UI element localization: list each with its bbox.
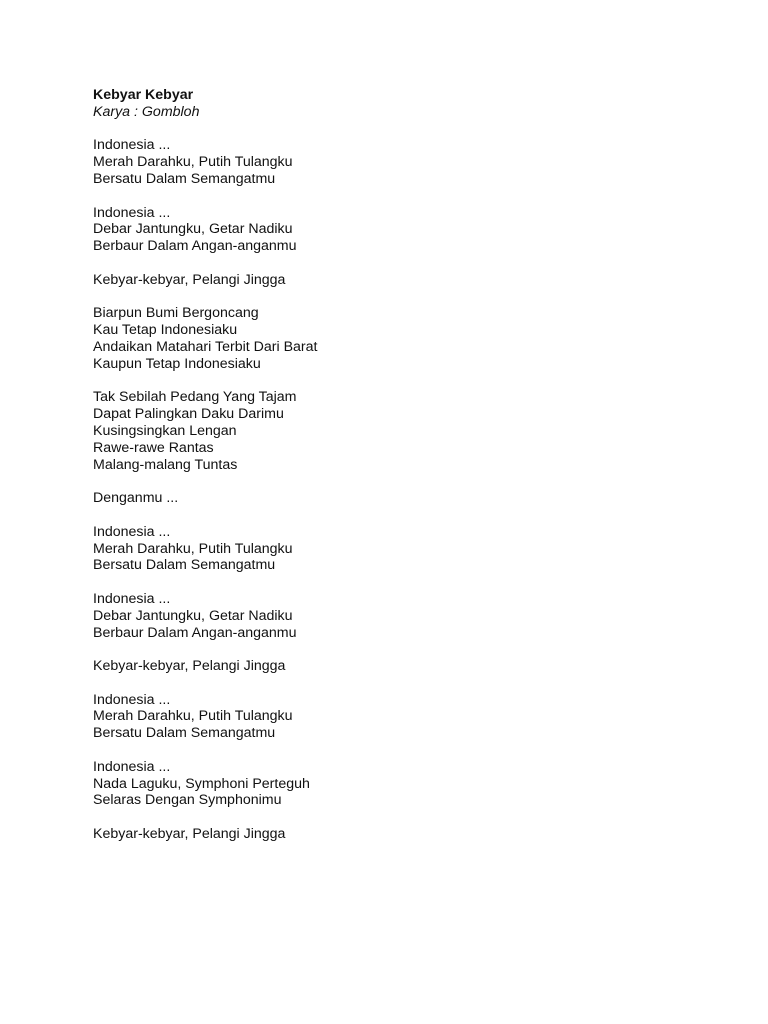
lyric-line: Indonesia ... (93, 204, 171, 221)
lyric-line: Berbaur Dalam Angan-anganmu (93, 238, 297, 255)
lyric-line: Debar Jantungku, Getar Nadiku (93, 221, 293, 238)
stanza-spacer (93, 121, 317, 138)
song-title: Kebyar Kebyar (93, 87, 194, 103)
lyric-line: Bersatu Dalam Semangatmu (93, 725, 276, 742)
stanza-spacer (93, 473, 317, 490)
lyric-line: Berbaur Dalam Angan-anganmu (93, 624, 297, 641)
lyric-line: Malang-malang Tuntas (93, 456, 238, 473)
stanza (93, 826, 317, 843)
lyric-line: Rawe-rawe Rantas (93, 439, 214, 456)
lyric-line: Kusingsingkan Lengan (93, 422, 237, 439)
stanza (93, 305, 317, 372)
stanza (93, 591, 317, 641)
stanza-spacer (93, 373, 317, 390)
song-lyrics-document (93, 87, 317, 843)
lyric-line: Tak Sebilah Pedang Yang Tajam (93, 389, 297, 406)
lyric-line: Indonesia ... (93, 523, 171, 540)
stanza-spacer (93, 289, 317, 306)
lyric-line: Bersatu Dalam Semangatmu (93, 557, 276, 574)
stanza-spacer (93, 507, 317, 524)
lyric-line: Merah Darahku, Putih Tulangku (93, 154, 293, 171)
lyric-line: Biarpun Bumi Bergoncang (93, 305, 259, 322)
lyric-line: Merah Darahku, Putih Tulangku (93, 708, 293, 725)
lyric-line: Andaikan Matahari Terbit Dari Barat (93, 338, 318, 355)
stanza-spacer (93, 255, 317, 272)
stanza-spacer (93, 574, 317, 591)
stanza (93, 137, 317, 187)
lyrics-body (93, 121, 317, 843)
stanza-spacer (93, 809, 317, 826)
stanza (93, 759, 317, 809)
stanza (93, 692, 317, 742)
lyric-line: Indonesia ... (93, 590, 171, 607)
stanza-spacer (93, 188, 317, 205)
stanza-spacer (93, 641, 317, 658)
stanza-spacer (93, 742, 317, 759)
lyric-line: Merah Darahku, Putih Tulangku (93, 540, 293, 557)
lyric-line: Indonesia ... (93, 691, 171, 708)
lyric-line: Debar Jantungku, Getar Nadiku (93, 607, 293, 624)
lyric-line: Indonesia ... (93, 137, 171, 154)
lyric-line: Bersatu Dalam Semangatmu (93, 170, 276, 187)
song-author: Karya : Gombloh (93, 103, 200, 120)
lyric-line: Dapat Palingkan Daku Darimu (93, 406, 284, 423)
lyric-line: Kaupun Tetap Indonesiaku (93, 355, 261, 372)
lyric-line: Nada Laguku, Symphoni Perteguh (93, 775, 310, 792)
lyric-line: Kebyar-kebyar, Pelangi Jingga (93, 271, 286, 288)
lyric-line: Kau Tetap Indonesiaku (93, 322, 238, 339)
stanza (93, 490, 317, 507)
stanza (93, 272, 317, 289)
stanza (93, 389, 317, 473)
lyric-line: Kebyar-kebyar, Pelangi Jingga (93, 658, 286, 675)
stanza-spacer (93, 675, 317, 692)
lyric-line: Selaras Dengan Symphonimu (93, 792, 282, 809)
lyric-line: Denganmu ... (93, 490, 179, 507)
stanza (93, 658, 317, 675)
stanza (93, 524, 317, 574)
stanza (93, 205, 317, 255)
lyric-line: Indonesia ... (93, 758, 171, 775)
lyric-line: Kebyar-kebyar, Pelangi Jingga (93, 826, 286, 843)
